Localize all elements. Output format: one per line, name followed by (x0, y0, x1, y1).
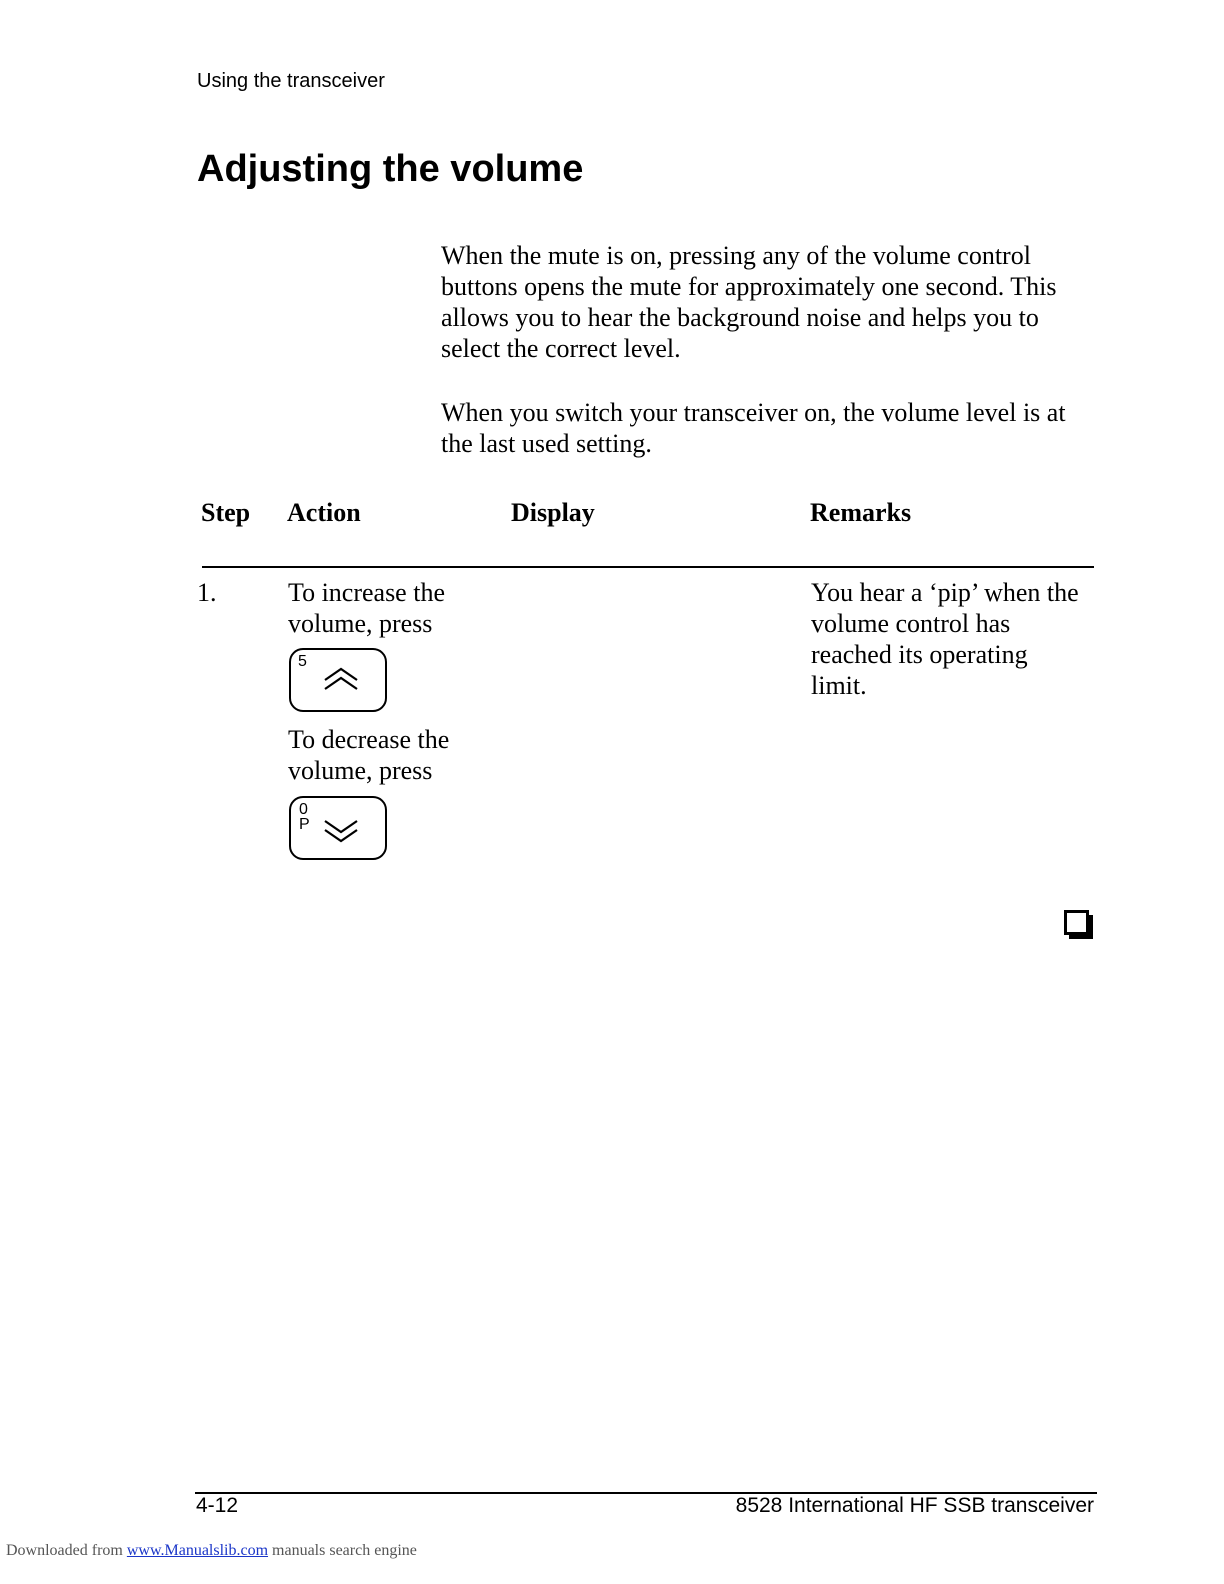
action-increase-text: To increase the volume, press (288, 578, 445, 638)
remarks-text: You hear a ‘pip’ when the volume control has reached its operating limit. (811, 578, 1079, 700)
download-note-suffix: manuals search engine (272, 1542, 417, 1559)
volume-down-key[interactable] (289, 796, 387, 860)
column-header-remarks: Remarks (810, 498, 912, 527)
action-decrease-text: To decrease the volume, press (288, 725, 450, 785)
table-header-rule (202, 566, 1094, 568)
manualslib-link[interactable]: www.Manualslib.com (126, 1542, 269, 1559)
intro-paragraph-power-on: When you switch your transceiver on, the volume level is at the last used setting. (441, 398, 1066, 458)
download-note (6, 1542, 417, 1560)
footer-product-title: 8528 International HF SSB transceiver (735, 1494, 1094, 1517)
double-chevron-down-icon (323, 818, 359, 844)
double-chevron-up-icon (323, 666, 359, 692)
volume-up-key[interactable] (289, 648, 387, 712)
column-header-action: Action (287, 498, 361, 527)
page-title: Adjusting the volume (197, 148, 584, 190)
volume-down-key-label-top: 0 (299, 801, 308, 818)
intro-paragraph-mute: When the mute is on, pressing any of the volume control buttons opens the mute for approximately one second. This allows you to hear the background noise and helps you to select the correct level. (441, 241, 1057, 363)
end-of-section-box-icon (1064, 910, 1094, 940)
volume-down-key-label-bottom: P (299, 816, 310, 833)
running-header: Using the transceiver (197, 70, 385, 92)
download-note-prefix: Downloaded from (6, 1542, 123, 1559)
column-header-step: Step (201, 498, 251, 527)
step-number: 1. (197, 578, 217, 607)
volume-up-key-label: 5 (298, 653, 307, 670)
page-number: 4-12 (196, 1494, 239, 1517)
column-header-display: Display (511, 498, 595, 527)
